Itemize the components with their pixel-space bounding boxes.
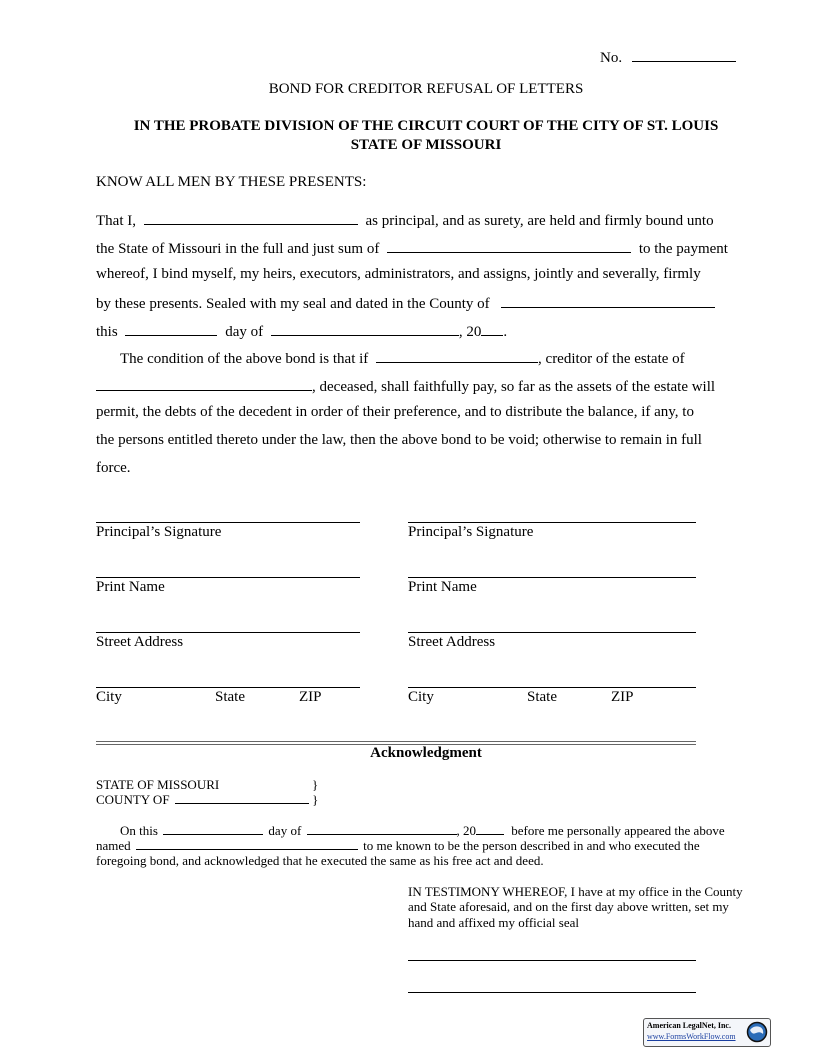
form-number (600, 48, 736, 67)
body-line-5 (96, 322, 507, 341)
text: , 20 (456, 823, 477, 838)
left-print-name-line[interactable] (96, 577, 360, 578)
brace-1: } (312, 777, 319, 792)
right-signature-line[interactable] (408, 522, 696, 523)
text: this (96, 324, 118, 340)
text: day of (268, 823, 302, 838)
ack-day-field[interactable] (163, 823, 263, 835)
right-zip-label: ZIP (611, 689, 634, 705)
company-logo (643, 1018, 771, 1047)
body-line-1 (96, 211, 714, 230)
body-line-10: force. (96, 460, 131, 476)
court-heading-line2: STATE OF MISSOURI (350, 137, 502, 153)
body-line-2 (96, 239, 728, 258)
left-zip-label: ZIP (299, 689, 322, 705)
year-field[interactable] (481, 322, 503, 336)
ack-name-field[interactable] (136, 838, 358, 850)
testimony-line-3: hand and affixed my official seal (408, 915, 579, 930)
text: by these presents. Sealed with my seal and dated in the County of (96, 296, 490, 312)
bond-sum-field[interactable] (387, 239, 631, 253)
ack-month-field[interactable] (307, 823, 457, 835)
left-signature-label: Principal’s Signature (96, 524, 222, 540)
text: COUNTY OF (96, 792, 170, 807)
company-website[interactable]: www.FormsWorkFlow.com (647, 1032, 736, 1041)
ack-county-field[interactable] (175, 792, 309, 804)
ack-line-1 (120, 823, 725, 839)
body-line-9: the persons entitled thereto under the law, then the above bond to be void; otherwise to remain in full (96, 432, 702, 448)
left-street-label: Street Address (96, 634, 184, 650)
notary-signature-line[interactable] (408, 960, 696, 961)
testimony-line-1: IN TESTIMONY WHEREOF, I have at my office in the County (408, 884, 743, 899)
text: as principal, and as surety, are held and firmly bound unto (365, 213, 714, 229)
form-number-label: No. (600, 50, 623, 66)
right-street-line[interactable] (408, 632, 696, 633)
day-field[interactable] (125, 322, 217, 336)
text: day of (225, 324, 264, 340)
text: named (96, 838, 131, 853)
state-of-missouri: STATE OF MISSOURI (96, 777, 220, 792)
text: On this (120, 823, 158, 838)
notary-name-line[interactable] (408, 992, 696, 993)
left-print-name-label: Print Name (96, 579, 165, 595)
globe-icon (746, 1021, 768, 1043)
left-street-line[interactable] (96, 632, 360, 633)
text: the State of Missouri in the full and just sum of (96, 241, 380, 257)
body-line-6 (120, 349, 685, 368)
month-field[interactable] (271, 322, 459, 336)
document-title: BOND FOR CREDITOR REFUSAL OF LETTERS (268, 81, 584, 97)
company-name: American LegalNet, Inc. (647, 1021, 731, 1030)
left-city-label: City (96, 689, 122, 705)
right-signature-label: Principal’s Signature (408, 524, 534, 540)
divider-top (96, 741, 696, 742)
right-print-name-line[interactable] (408, 577, 696, 578)
court-heading-line1: IN THE PROBATE DIVISION OF THE CIRCUIT COURT OF THE CITY OF ST. LOUIS (133, 118, 719, 134)
know-all-men: KNOW ALL MEN BY THESE PRESENTS: (96, 174, 367, 190)
testimony-line-2: and State aforesaid, and on the first day above written, set my (408, 899, 729, 914)
brace-2: } (312, 792, 319, 807)
right-print-name-label: Print Name (408, 579, 477, 595)
decedent-name-field[interactable] (96, 377, 312, 391)
ack-year-field[interactable] (476, 823, 504, 835)
text: . (503, 324, 508, 340)
body-line-7 (96, 377, 715, 396)
body-line-8: permit, the debts of the decedent in order of their preference, and to distribute the balance, if any, to (96, 404, 694, 420)
form-number-field[interactable] (632, 48, 736, 62)
left-signature-line[interactable] (96, 522, 360, 523)
text: That I, (96, 213, 136, 229)
right-street-label: Street Address (408, 634, 496, 650)
right-state-label: State (527, 689, 557, 705)
text: before me personally appeared the above (511, 823, 725, 838)
ack-line-3: foregoing bond, and acknowledged that he executed the same as his free act and deed. (96, 853, 544, 868)
left-state-label: State (215, 689, 245, 705)
body-line-3: whereof, I bind myself, my heirs, executors, administrators, and assigns, jointly and severally, firmly (96, 266, 701, 282)
text: , creditor of the estate of (538, 351, 685, 367)
text: , 20 (458, 324, 482, 340)
text: to me known to be the person described in and who executed the (363, 838, 700, 853)
left-city-line[interactable] (96, 687, 360, 688)
creditor-name-field[interactable] (376, 349, 538, 363)
principal-name-field[interactable] (144, 211, 358, 225)
county-field[interactable] (501, 294, 715, 308)
acknowledgment-title: Acknowledgment (370, 745, 482, 761)
body-line-4 (96, 294, 715, 313)
text: , deceased, shall faithfully pay, so far as the assets of the estate will (312, 379, 716, 395)
right-city-line[interactable] (408, 687, 696, 688)
text: The condition of the above bond is that if (120, 351, 369, 367)
county-of-line (96, 792, 318, 808)
text: to the payment (638, 241, 728, 257)
ack-line-2 (96, 838, 700, 854)
right-city-label: City (408, 689, 434, 705)
